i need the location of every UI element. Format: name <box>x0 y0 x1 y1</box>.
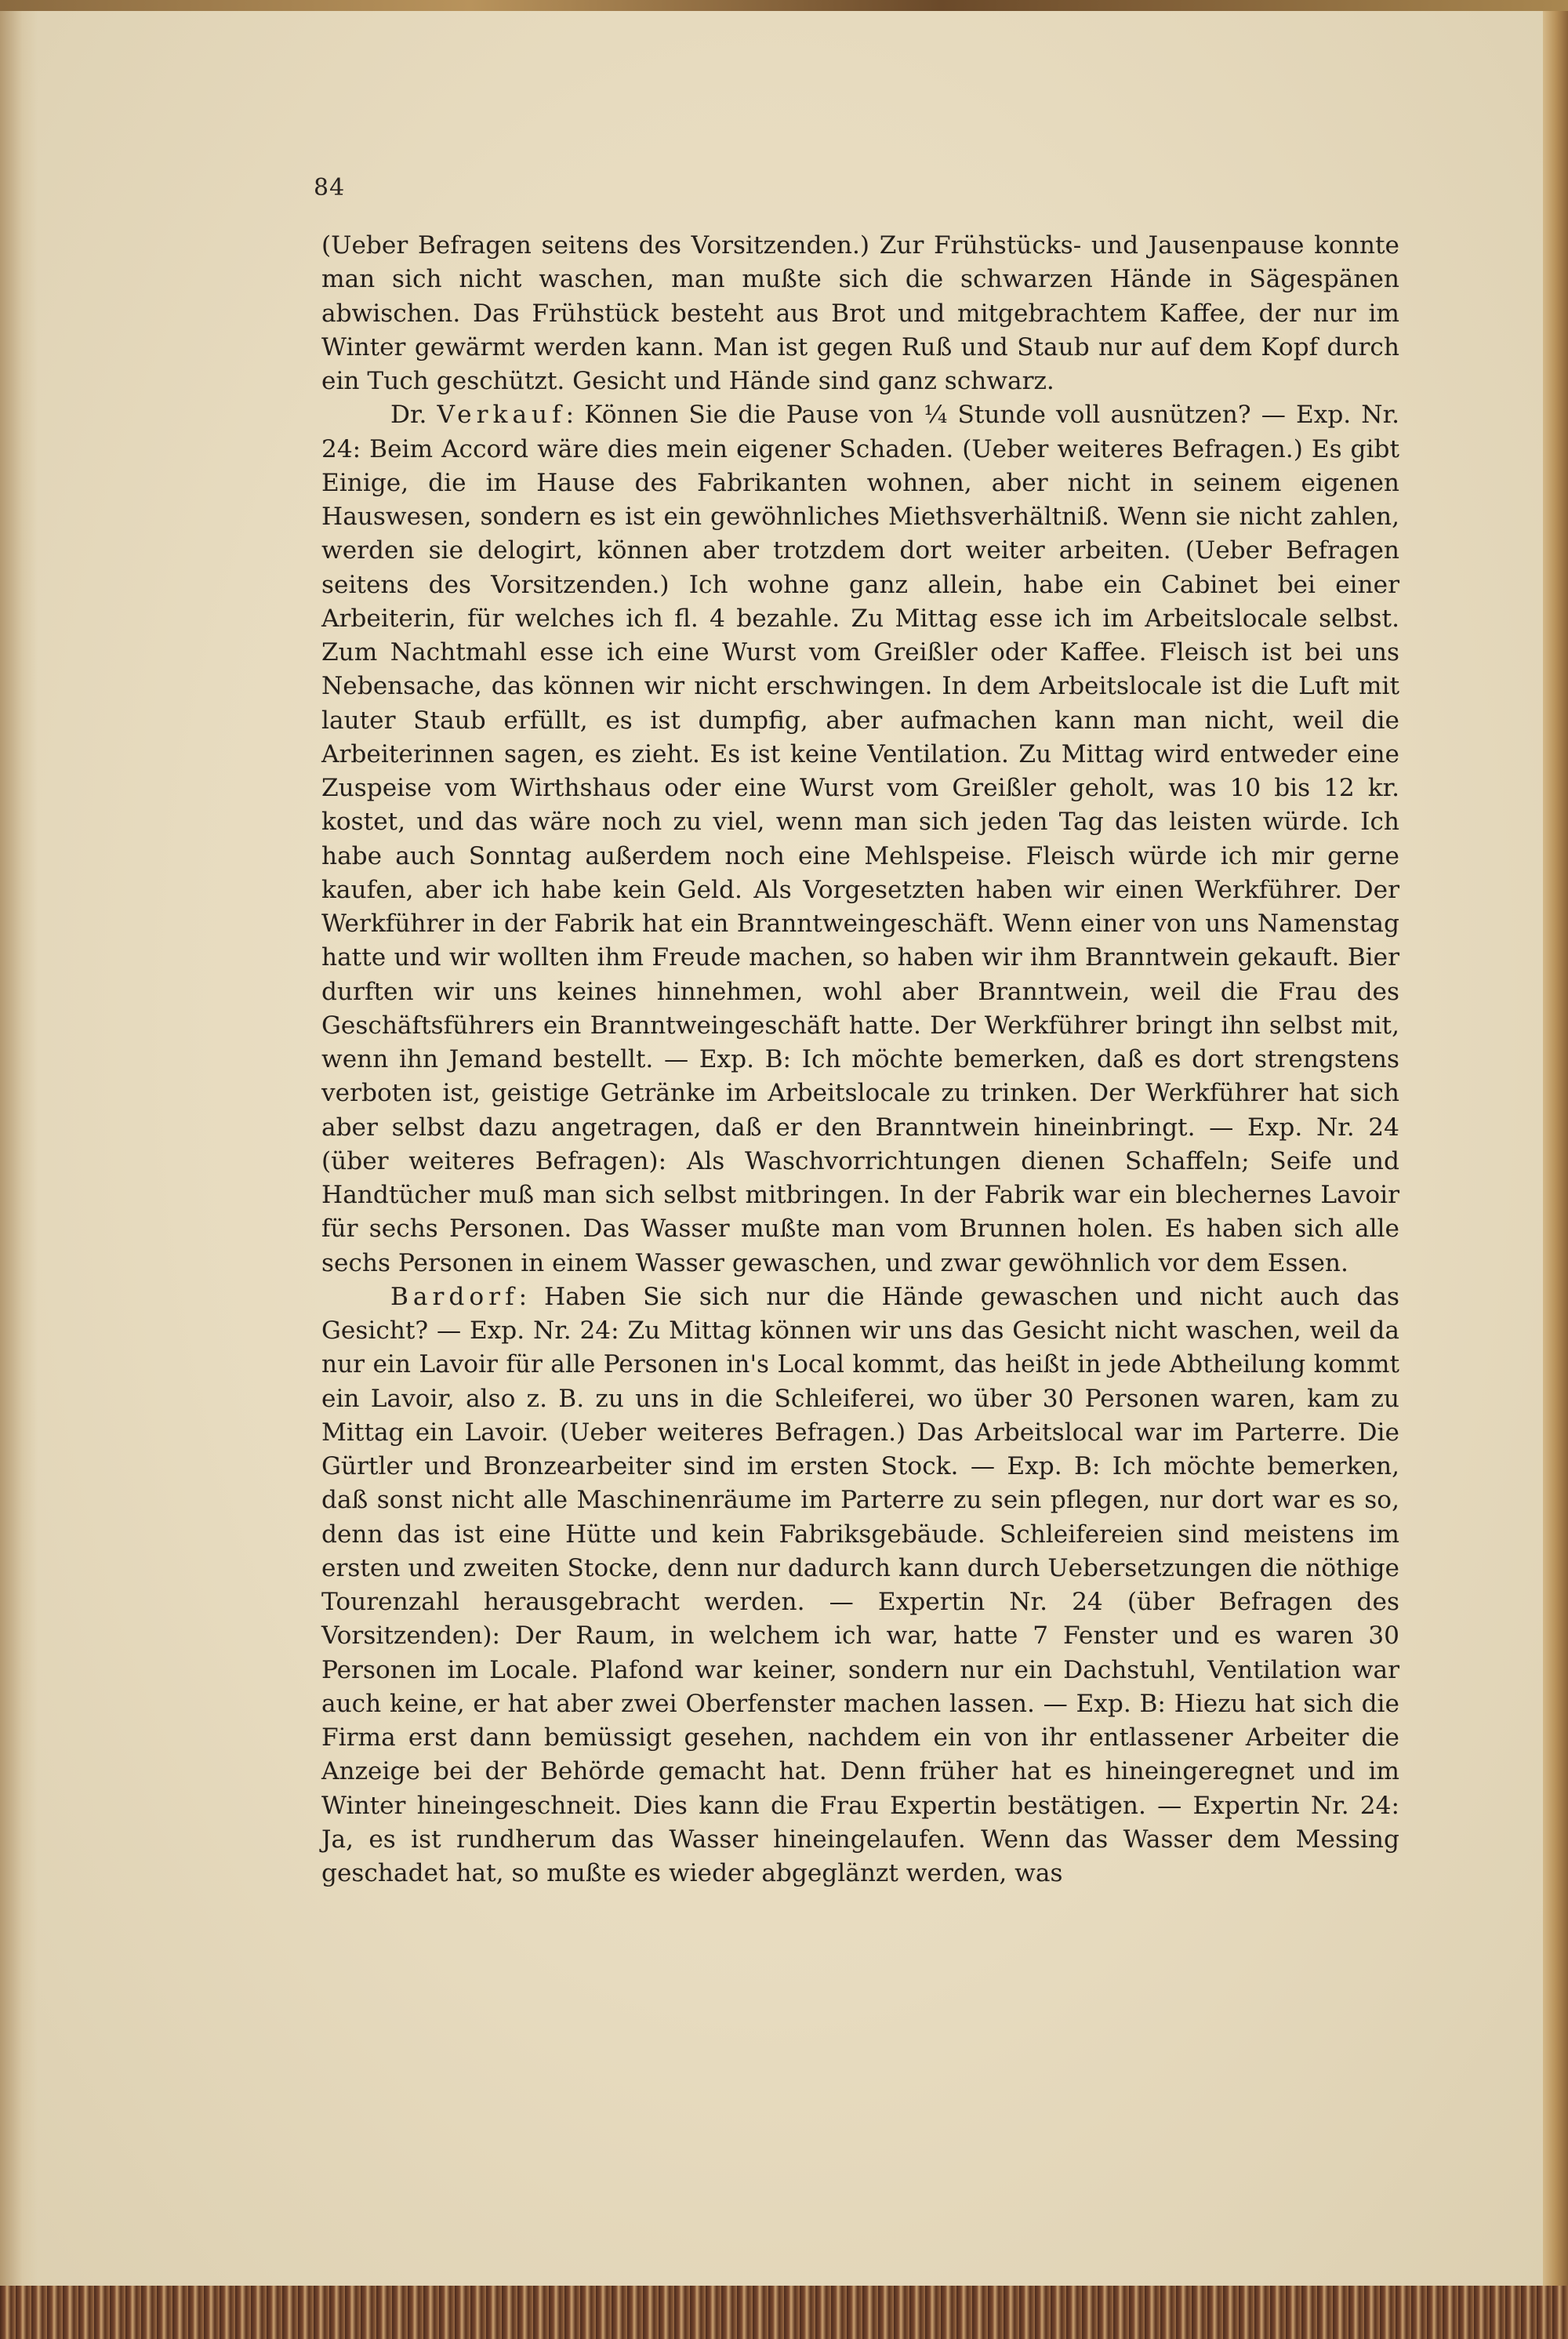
paragraph-3-text: : Haben Sie sich nur die Hände gewaschen und nicht auch das Gesicht? — Exp. Nr. 24: Zu Mittag können wir uns das Gesicht nicht waschen, weil da nur ein Lavoir für alle Personen in's Local kommt, das heißt in jede Abtheilung kommt ein Lavoir, also z. B. zu uns in die Schleiferei, wo über 30 Personen waren, kam zu Mittag ein Lavoir. (Ueber weiteres Befragen.) Das Arbeitslocal war im Parterre. Die Gürtler und Bronzearbeiter sind im ersten Stock. — Exp. B: Ich möchte bemerken, daß sonst nicht alle Maschinenräume im Parterre zu sein pflegen, nur dort war es so, denn das ist eine Hütte und kein Fabriksgebäude. Schleifereien sind meistens im ersten und zweiten Stocke, denn nur dadurch kann durch Uebersetzungen die nöthige Tourenzahl herausgebracht werden. — Expertin Nr. 24 (über Befragen des Vorsitzenden): Der Raum, in welchem ich war, hatte 7 Fenster und es waren 30 Personen im Locale. Plafond war keiner, sondern nur ein Dachstuhl, Ventilation war auch keine, er hat aber zwei Oberfenster machen lassen. — Exp. B: Hiezu hat sich die Firma erst dann bemüssigt gesehen, nachdem ein von ihr entlassener Arbeiter die Anzeige bei der Behörde gemacht hat. Denn früher hat es hineingeregnet und im Winter hineingeschneit. Dies kann die Frau Expertin bestätigen. — Expertin Nr. 24: Ja, es ist rundherum das Wasser hineingelaufen. Wenn das Wasser dem Messing geschadet hat, so mußte es wieder abgeglänzt werden, was <box>321 1282 1399 1887</box>
speaker-name-bardorf: Bardorf <box>390 1282 519 1311</box>
paragraph-3 <box>321 1280 1399 1891</box>
speaker-name-verkauf: Verkauf <box>437 401 566 430</box>
paragraph-2 <box>321 398 1399 1280</box>
paragraph-2-lead: Dr. <box>390 401 437 430</box>
paragraph-1-text: (Ueber Befragen seitens des Vorsitzenden.) Zur Frühstücks- und Jausenpause konnte man sich nicht waschen, man mußte sich die schwarzen Hände in Sägespänen abwischen. Das Frühstück besteht aus Brot und mitgebrachtem Kaffee, der nur im Winter gewärmt werden kann. Man ist gegen Ruß und Staub nur auf dem Kopf durch ein Tuch geschützt. Gesicht und Hände sind ganz schwarz. <box>321 231 1399 395</box>
book-edge-bottom <box>0 2286 1568 2339</box>
page-right-edge <box>1543 11 1568 2289</box>
gutter-shadow <box>0 11 38 2289</box>
page-number: 84 <box>314 174 346 202</box>
paragraph-2-text: : Können Sie die Pause von ¼ Stunde voll ausnützen? — Exp. Nr. 24: Beim Accord wäre dies mein eigener Schaden. (Ueber weiteres Befragen.) Es gibt Einige, die im Hause des Fabrikanten wohnen, aber nicht in seinem eigenen Hauswesen, sondern es ist ein gewöhnliches Miethsverhältniß. Wenn sie nicht zahlen, werden sie delogirt, können aber trotzdem dort weiter arbeiten. (Ueber Befragen seitens des Vorsitzenden.) Ich wohne ganz allein, habe ein Cabinet bei einer Arbeiterin, für welches ich fl. 4 bezahle. Zu Mittag esse ich im Arbeitslocale selbst. Zum Nachtmahl esse ich eine Wurst vom Greißler oder Kaffee. Fleisch ist bei uns Nebensache, das können wir nicht erschwingen. In dem Arbeitslocale ist die Luft mit lauter Staub erfüllt, es ist dumpfig, aber aufmachen kann man nicht, weil die Arbeiterinnen sagen, es zieht. Es ist keine Ventilation. Zu Mittag wird entweder eine Zuspeise vom Wirthshaus oder eine Wurst vom Greißler geholt, was 10 bis 12 kr. kostet, und das wäre noch zu viel, wenn man sich jeden Tag das leisten würde. Ich habe auch Sonntag außerdem noch eine Mehlspeise. Fleisch würde ich mir gerne kaufen, aber ich habe kein Geld. Als Vorgesetzten haben wir einen Werkführer. Der Werkführer in der Fabrik hat ein Branntweingeschäft. Wenn einer von uns Namenstag hatte und wir wollten ihm Freude machen, so haben wir ihm Branntwein gekauft. Bier durften wir uns keines hinnehmen, wohl aber Branntwein, weil die Frau des Geschäftsführers ein Branntweingeschäft hatte. Der Werkführer bringt ihn selbst mit, wenn ihn Jemand bestellt. — Exp. B: Ich möchte bemerken, daß es dort strengstens verboten ist, geistige Getränke im Arbeitslocale zu trinken. Der Werkführer hat sich aber selbst dazu angetragen, daß er den Branntwein hineinbringt. — Exp. Nr. 24 (über weiteres Befragen): Als Waschvorrichtungen dienen Schaffeln; Seife und Handtücher muß man sich selbst mitbringen. In der Fabrik war ein blechernes Lavoir für sechs Personen. Das Wasser mußte man vom Brunnen holen. Es haben sich alle sechs Personen in einem Wasser gewaschen, und zwar gewöhnlich vor dem Essen. <box>321 401 1399 1277</box>
body-text <box>321 229 1399 1890</box>
paragraph-1 <box>321 229 1399 398</box>
